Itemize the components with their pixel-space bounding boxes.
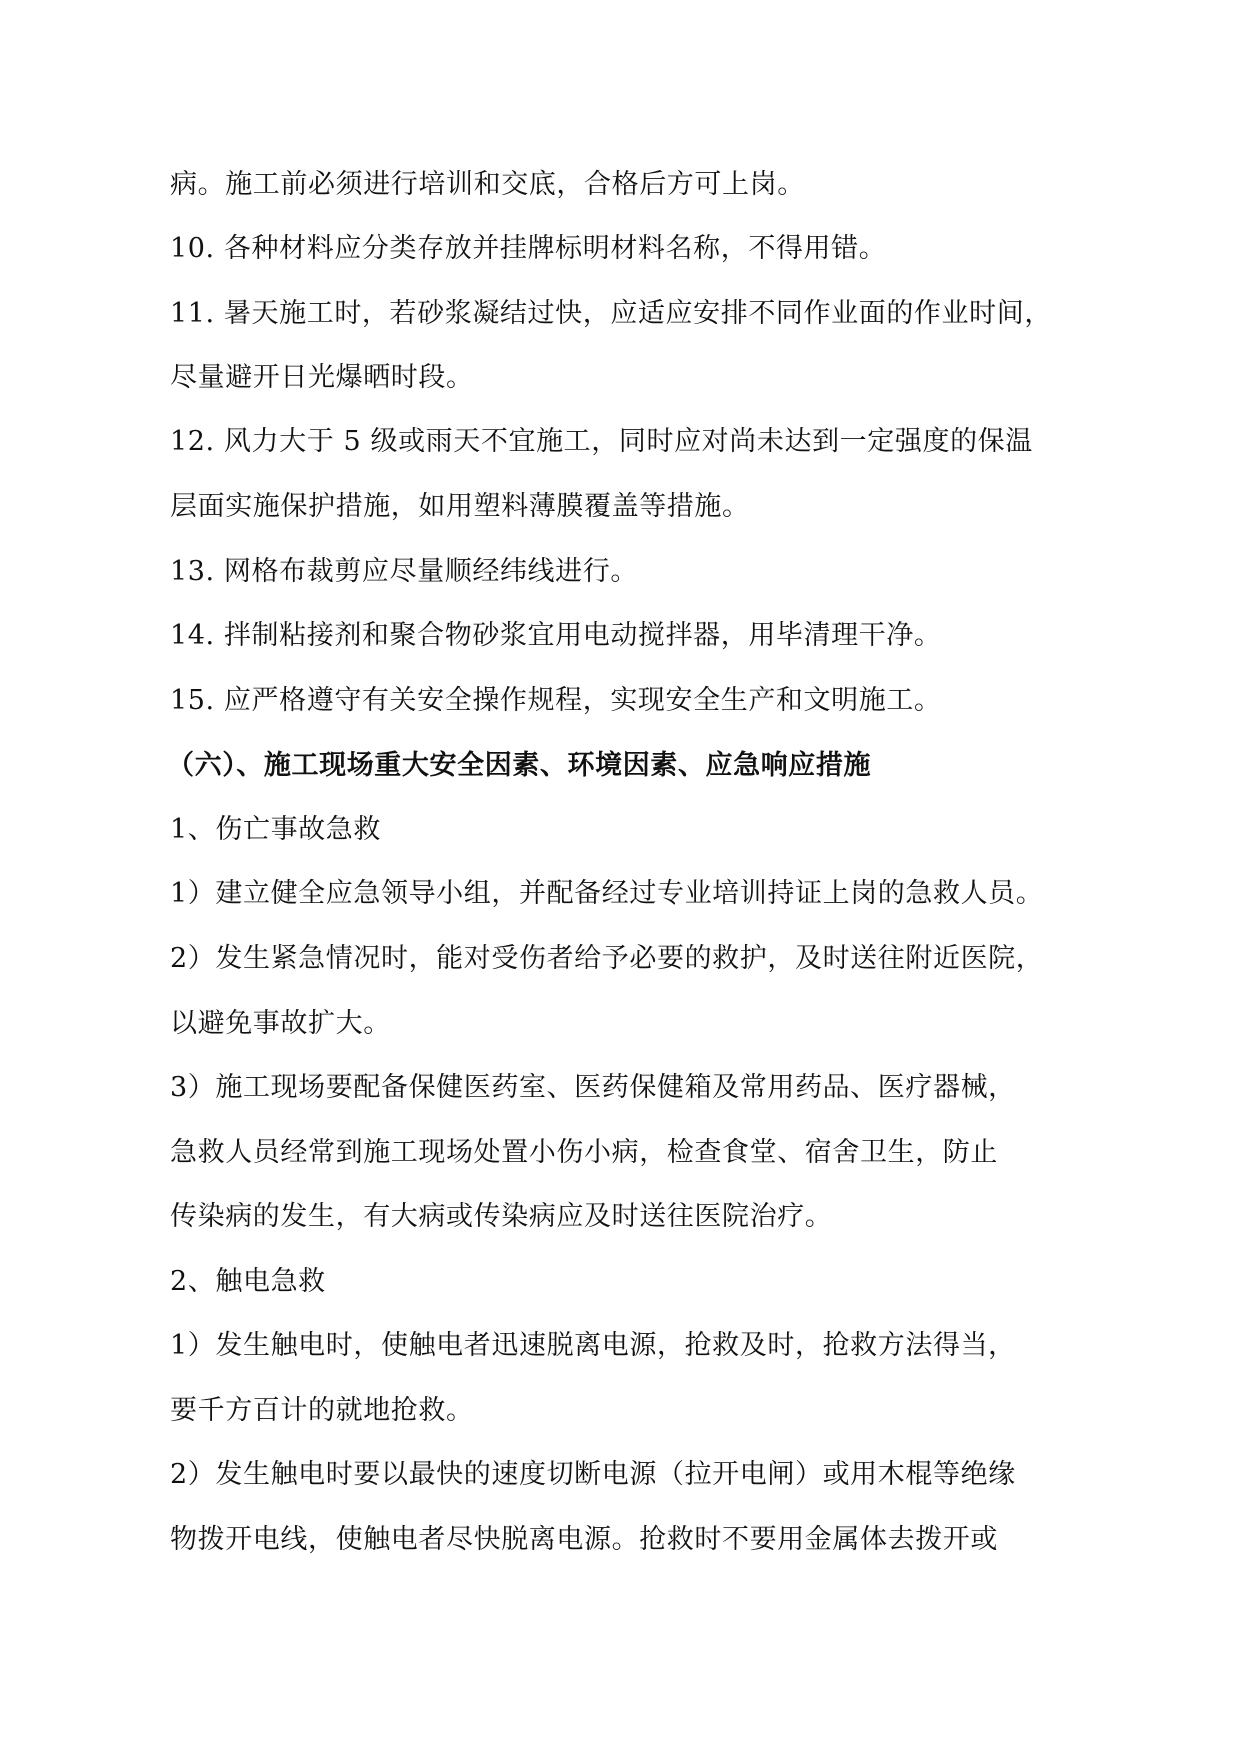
paragraph-1-1: 1）建立健全应急领导小组，并配备经过专业培训持证上岗的急救人员。 (170, 878, 1044, 909)
subsection-heading-2: 2、触电急救 (170, 1266, 326, 1297)
paragraph-1-3-continuation-a: 急救人员经常到施工现场处置小伤小病，检查食堂、宿舍卫生，防止 (170, 1137, 998, 1168)
paragraph-1-3-continuation-b: 传染病的发生，有大病或传染病应及时送往医院治疗。 (170, 1201, 833, 1232)
list-item-12: 12. 风力大于 5 级或雨天不宜施工，同时应对尚未达到一定强度的保温 (170, 426, 1033, 457)
paragraph-2-1-continuation: 要千方百计的就地抢救。 (170, 1395, 474, 1426)
section-heading: （六）、施工现场重大安全因素、环境因素、应急响应措施 (167, 750, 872, 781)
list-item-11-continuation: 尽量避开日光爆晒时段。 (170, 362, 474, 393)
list-item-11: 11. 暑天施工时，若砂浆凝结过快，应适应安排不同作业面的作业时间， (170, 298, 1052, 329)
paragraph-2-2: 2）发生触电时要以最快的速度切断电源（拉开电闸）或用木棍等绝缘 (170, 1459, 1016, 1490)
paragraph-1-3: 3）施工现场要配备保健医药室、医药保健箱及常用药品、医疗器械， (170, 1072, 1016, 1103)
list-item-15: 15. 应严格遵守有关安全操作规程，实现安全生产和文明施工。 (170, 685, 942, 716)
subsection-heading-1: 1、伤亡事故急救 (170, 814, 381, 845)
list-item-14: 14. 拌制粘接剂和聚合物砂浆宜用电动搅拌器，用毕清理干净。 (170, 620, 942, 651)
paragraph-1-2-continuation: 以避免事故扩大。 (170, 1008, 391, 1039)
list-item-12-continuation: 层面实施保护措施，如用塑料薄膜覆盖等措施。 (170, 491, 750, 522)
paragraph-1-2: 2）发生紧急情况时，能对受伤者给予必要的救护，及时送往附近医院， (170, 943, 1044, 974)
paragraph-2-2-continuation: 物拨开电线，使触电者尽快脱离电源。抢救时不要用金属体去拨开或 (170, 1524, 998, 1555)
list-item-13: 13. 网格布裁剪应尽量顺经纬线进行。 (170, 556, 638, 587)
paragraph-2-1: 1）发生触电时，使触电者迅速脱离电源，抢救及时，抢救方法得当， (170, 1330, 1016, 1361)
text-line-continuation: 病。施工前必须进行培训和交底，合格后方可上岗。 (170, 169, 805, 200)
list-item-10: 10. 各种材料应分类存放并挂牌标明材料名称，不得用错。 (170, 233, 887, 264)
